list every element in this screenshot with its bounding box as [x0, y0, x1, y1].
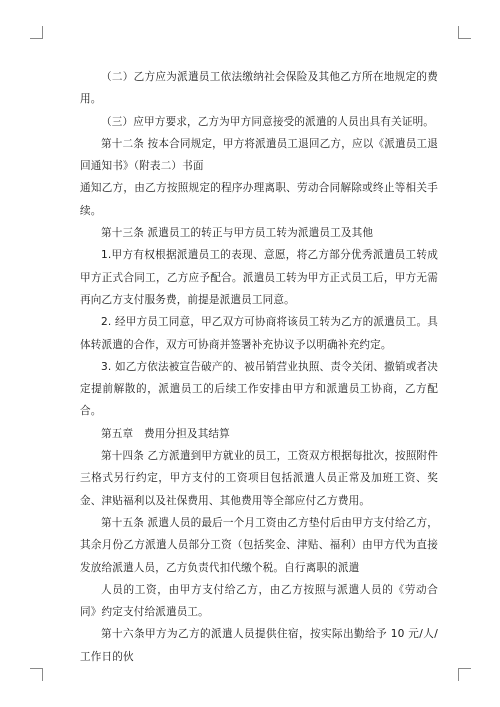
- paragraph-article-12-cont: 通知乙方，由乙方按照规定的程序办理离职、劳动合同解除或终止等相关手续。: [80, 182, 438, 217]
- paragraph-article-15-cont: 人员的工资，由甲方支付给乙方，由乙方按照与派遣人员的《劳动合同》约定支付给派遣员工。: [80, 583, 438, 619]
- document-body: [80, 66, 438, 668]
- paragraph-article-12: 第十二条 按本合同规定，甲方将派遣员工退回乙方，应以《派遣员工退回通知书》（附表二）书面: [80, 137, 438, 173]
- page-corner-mark-bottom-right: [458, 668, 471, 681]
- paragraph-social-insurance: （二）乙方应为派遣员工依法缴纳社会保险及其他乙方所在地规定的费用。: [80, 71, 438, 106]
- page-corner-mark-bottom-left: [30, 668, 43, 681]
- paragraph-article-13-item-2: 2. 经甲方员工同意，甲乙双方可协商将该员工转为乙方的派遣员工。具体转派遣的合作，双方可协商并签署补充协议予以明确补充约定。: [80, 316, 438, 351]
- paragraph-article-13-item-3: 3. 如乙方依法被宣告破产的、被吊销营业执照、责令关闭、撤销或者决定提前解散的，派遣员工的后续工作安排由甲方和派遣员工协商，乙方配合。: [80, 360, 438, 418]
- paragraph-article-14: 第十四条 乙方派遣到甲方就业的员工，工资双方根据每批次，按照附件三格式另行约定，甲方支付的工资项目包括派遣人员正常及加班工资、奖金、津贴福利以及社保费用、其他费用等全部应付乙方费用。: [80, 450, 438, 507]
- page-corner-mark-top-right: [458, 26, 471, 39]
- paragraph-article-13-item-1: 1.甲方有权根据派遣员工的表现、意愿，将乙方部分优秀派遣员工转成甲方正式合同工，乙方应予配合。派遣员工转为甲方正式员工后，甲方无需再向乙方支付服务费，前提是派遣员工同意。: [80, 249, 438, 306]
- paragraph-certificate: （三）应甲方要求，乙方为甲方同意接受的派遣的人员出具有关证明。: [101, 115, 435, 128]
- page-corner-mark-top-left: [30, 26, 43, 39]
- paragraph-article-13-heading: 第十三条 派遣员工的转正与甲方员工转为派遣员工及其他: [101, 227, 374, 240]
- paragraph-article-16: 第十六条甲方为乙方的派遣人员提供住宿，按实际出勤给予 10 元/人/工作日的伙: [80, 628, 438, 663]
- chapter-5-heading: 第五章 费用分担及其结算: [101, 427, 230, 440]
- paragraph-article-15: 第十五条 派遣人员的最后一个月工资由乙方垫付后由甲方支付给乙方，其余月份乙方派遣人员部分工资（包括奖金、津贴、福利）由甲方代为直接发放给派遣人员，乙方负责代扣代缴个税。自行离职的派遣: [80, 516, 438, 574]
